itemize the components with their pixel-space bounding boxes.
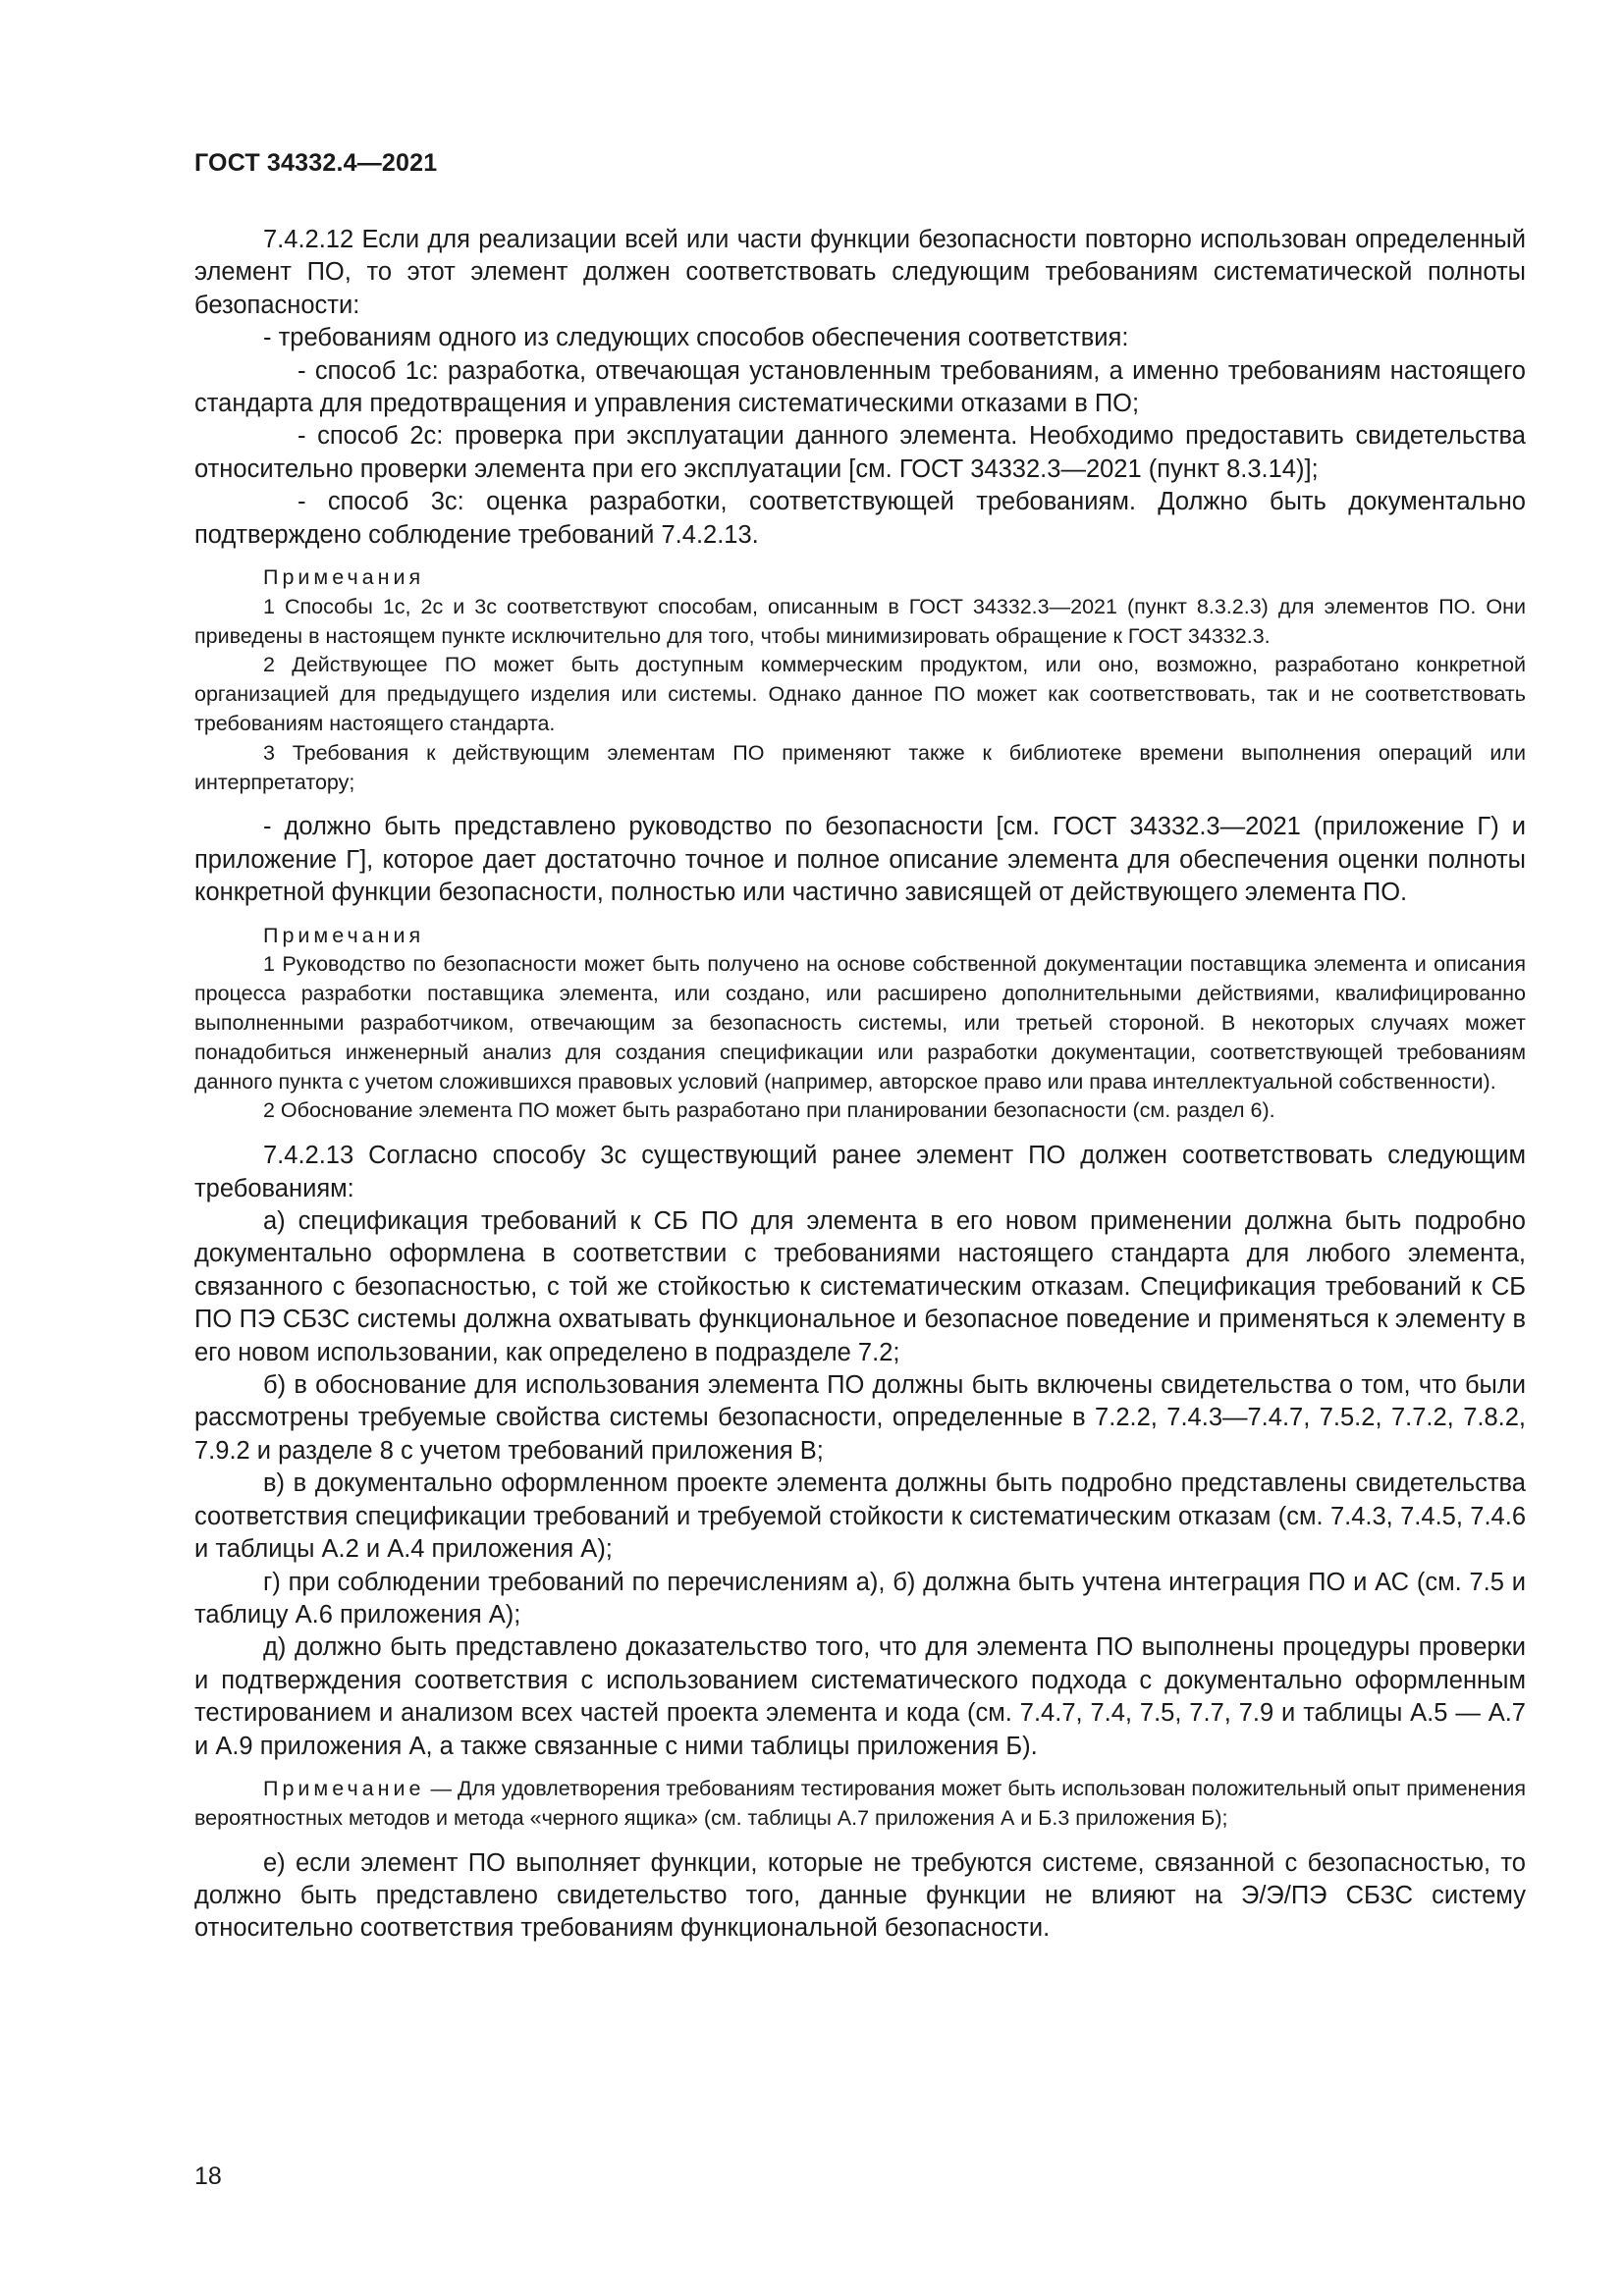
page-body xyxy=(194,224,1526,1946)
requirement-2: - должно быть представлено руководство по безопасности [см. ГОСТ 34332.3—2021 (приложение Г) и приложение Г], которое дает достаточно точное и полное описание элемента для обеспечения оценки полноты конкретной функции безопасности, полностью или частично зависящей от действующего элемента ПО. xyxy=(194,813,1526,907)
method-2c: - способ 2с: проверка при эксплуатации данного элемента. Необходимо предоставить свидетельства относительно проверки элемента при его эксплуатации [см. ГОСТ 34332.3—2021 (пункт 8.3.14)]; xyxy=(194,422,1526,483)
list-item-b: б) в обоснование для использования элемента ПО должны быть включены свидетельства о том, что были рассмотрены требуемые свойства системы безопасности, определенные в 7.2.2, 7.4.3—7.4.7, 7.5.2, 7.7.2, 7.8.2, 7.9.2 и разделе 8 с учетом требований приложения В; xyxy=(194,1371,1526,1465)
list-item-e: д) должно быть представлено доказательство того, что для элемента ПО выполнены процедуры проверки и подтверждения соответствия с использованием систематического подхода с документально оформленным тестированием и анализом всех частей проекта элемента и кода (см. 7.4.7, 7.4, 7.5, 7.7, 7.9 и таблицы А.5 — А.7 и А.9 приложения А, а также связанные с ними таблицы приложения Б). xyxy=(194,1633,1526,1760)
note-item: 1 Руководство по безопасности может быть получено на основе собственной документации поставщика элемента и описания процесса разработки поставщика элемента, или создано, или расширено дополнительными действиями, квалифицированно выполненными разработчиком, отвечающим за безопасность системы, или третьей стороной. В некоторых случаях может понадобиться инженерный анализ для создания спецификации или разработки документации, соответствующей требованиям данного пункта с учетом сложившихся правовых условий (например, авторское право или права интеллектуальной собственности). xyxy=(194,952,1526,1094)
list-item-f: е) если элемент ПО выполняет функции, которые не требуются системе, связанной с безопасностью, то должно быть представлено свидетельство того, данные функции не влияют на Э/Э/ПЭ СБЗС систему относительно соответствия требованиям функциональной безопасности. xyxy=(194,1848,1526,1943)
page-header: ГОСТ 34332.4—2021 xyxy=(194,149,438,177)
clause-7-4-2-13-intro: 7.4.2.13 Согласно способу 3с существующий ранее элемент ПО должен соответствовать следующим требованиям: xyxy=(194,1142,1526,1202)
note-item: 2 Действующее ПО может быть доступным коммерческим продуктом, или оно, возможно, разработано конкретной организацией для предыдущего изделия или системы. Однако данное ПО может как соответствовать, так и не соответствовать требованиям настоящего стандарта. xyxy=(194,653,1526,736)
page-number: 18 xyxy=(194,2163,222,2190)
inline-note-text: — Для удовлетворения требованиям тестирования может быть использован положительный опыт применения вероятностных методов и метода «черного ящика» (см. таблицы А.7 приложения А и Б.3 приложения Б); xyxy=(194,1776,1526,1830)
list-item-d: г) при соблюдении требований по перечислениям а), б) должна быть учтена интеграция ПО и АС (см. 7.5 и таблицу А.6 приложения А); xyxy=(194,1568,1526,1629)
method-3c: - способ 3с: оценка разработки, соответствующей требованиям. Должно быть документально подтверждено соблюдение требований 7.4.2.13. xyxy=(194,488,1526,549)
method-1c: - способ 1с: разработка, отвечающая установленным требованиям, а именно требованиям настоящего стандарта для предотвращения и управления систематическими отказами в ПО; xyxy=(194,356,1526,418)
notes-block-2 xyxy=(194,922,1526,1127)
notes-title: Примечания xyxy=(263,923,425,947)
note-item: 1 Способы 1с, 2с и 3с соответствуют способам, описанным в ГОСТ 34332.3—2021 (пункт 8.3.2.3) для элементов ПО. Они приведены в настоящем пункте исключительно для того, чтобы минимизировать обращение к ГОСТ 34332.3. xyxy=(194,594,1526,648)
list-item-c: в) в документально оформленном проекте элемента должны быть подробно представлены свидетельства соответствия спецификации требований и требуемой стойкости к систематическим отказам (см. 7.4.3, 7.4.5, 7.4.6 и таблицы А.2 и А.4 приложения А); xyxy=(194,1469,1526,1564)
notes-title: Примечания xyxy=(263,565,425,590)
notes-block-1 xyxy=(194,563,1526,797)
requirement-1: - требованиям одного из следующих способов обеспечения соответствия: xyxy=(263,324,1129,352)
inline-note xyxy=(194,1775,1526,1834)
inline-note-label: Примечание xyxy=(263,1776,425,1800)
clause-7-4-2-12-intro: 7.4.2.12 Если для реализации всей или части функции безопасности повторно использован определенный элемент ПО, то этот элемент должен соответствовать следующим требованиям систематической полноты безопасности: xyxy=(194,226,1526,319)
list-item-a: а) спецификация требований к СБ ПО для элемента в его новом применении должна быть подробно документально оформлена в соответствии с требованиями настоящего стандарта для любого элемента, связанного с безопасностью, с той же стойкостью к систематическим отказам. Спецификация требований к СБ ПО ПЭ СБЗС системы должна охватывать функциональное и безопасное поведение и применяться к элементу в его новом использовании, как определено в подразделе 7.2; xyxy=(194,1207,1526,1366)
note-item: 3 Требования к действующим элементам ПО применяют также к библиотеке времени выполнения операций или интерпретатору; xyxy=(194,740,1526,794)
note-item: 2 Обоснование элемента ПО может быть разработано при планировании безопасности (см. раздел 6). xyxy=(263,1098,1275,1123)
